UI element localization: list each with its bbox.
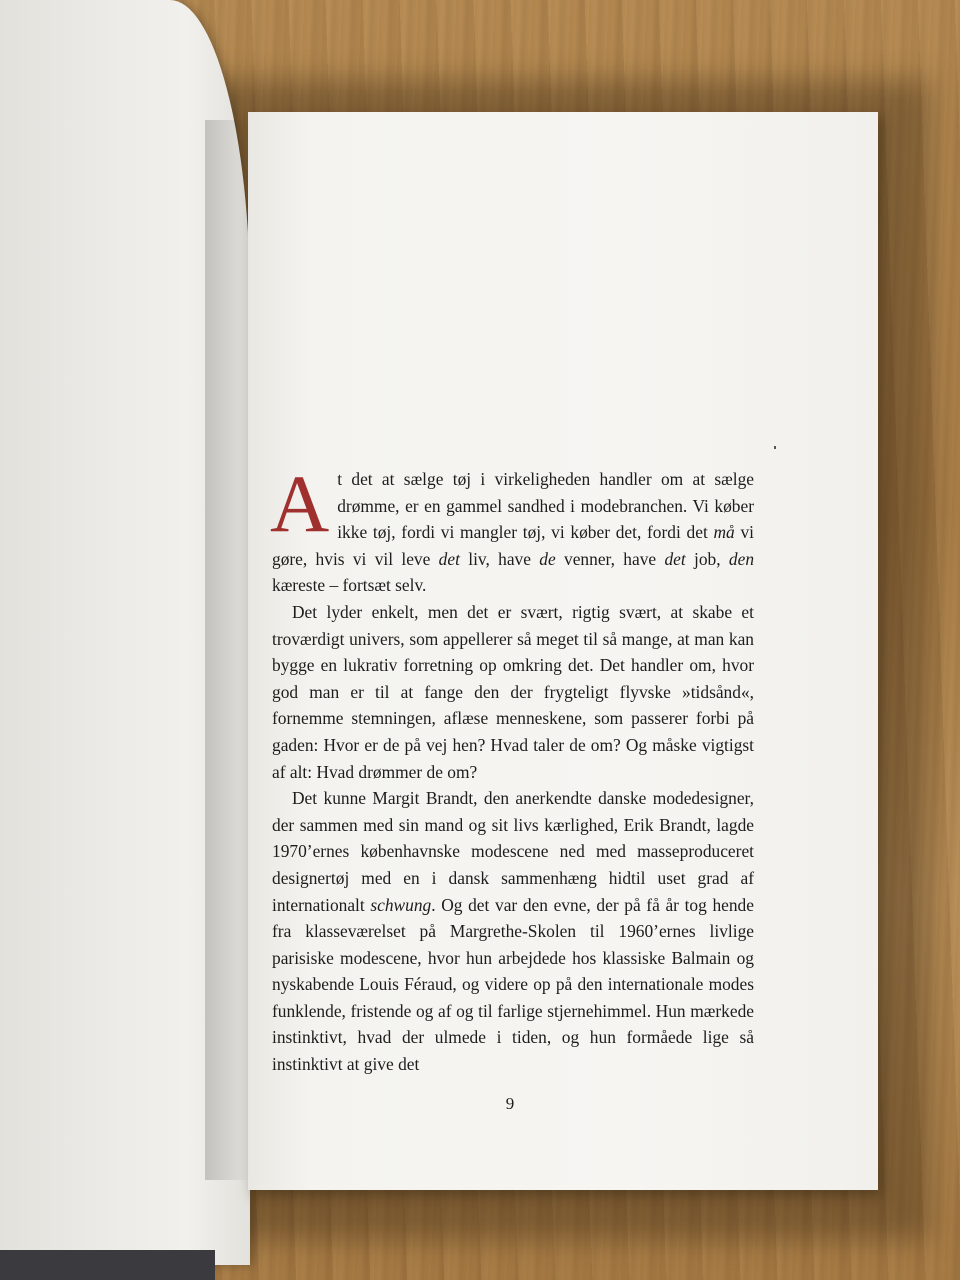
paragraph-text: t det at sælge tøj i virkeligheden handler om at sælge drømme, er en gammel sandhed i modebranchen. Vi køber ikke tøj, fordi vi mangler tøj, vi køber det, fordi det må vi gøre, hvis vi vil leve det liv, have de venner, have det job, den kæreste – fortsæt selv. [272,469,755,596]
book-cover-edge [0,1250,215,1280]
paragraph-text: Det lyder enkelt, men det er svært, rigtig svært, at skabe et troværdigt univers, som appellerer så meget til så mange, at man kan bygge en lukrativ forretning op omkring det. Det handler om, hvor god man er til at fange den der frygteligt flyvske »tidsånd«, fornemme stemningen, aflæse menneskene, som passerer forbi på gaden: Hvor er de på vej hen? Hvad taler de om? Og måske vigtigst af alt: Hvad drømmer de om? [272,601,754,782]
paragraph-2 [272,599,754,785]
page-number: 9 [505,1094,515,1113]
italic-word: schwung [370,894,432,915]
italic-word: det [438,548,460,569]
italic-word: de [539,548,556,569]
body-text [270,458,755,1078]
italic-word: må [713,522,735,543]
book-gutter-shadow [205,120,250,1180]
paper-speck [774,446,776,449]
italic-word: det [664,548,686,569]
paragraph-3 [272,785,754,1078]
paragraph-text: Det kunne Margit Brandt, den anerkendte danske modedesigner, der sammen med sin mand og sit livs kærlighed, Erik Brandt, lagde 1970’ernes københavnske modescene ned med masseproduceret designertøj med en i dansk sammenhæng hidtil uset grad af internationalt schwung. Og det var den evne, der på få år tog hende fra klasseværelset på Margrethe-Skolen til 1960’ernes livlige parisiske modescene, hvor hun arbejdede hos klassiske Balmain og nyskabende Louis Féraud, og videre op på den internationale modes funklende, fristende og af og til farlige stjernehimmel. Hun mærkede instinktivt, hvad der ulmede i tiden, og hun formåede lige så instinktivt at give det [272,788,754,1075]
italic-word: den [728,548,755,569]
drop-cap: A [270,458,330,549]
paragraph-1 [270,458,755,599]
